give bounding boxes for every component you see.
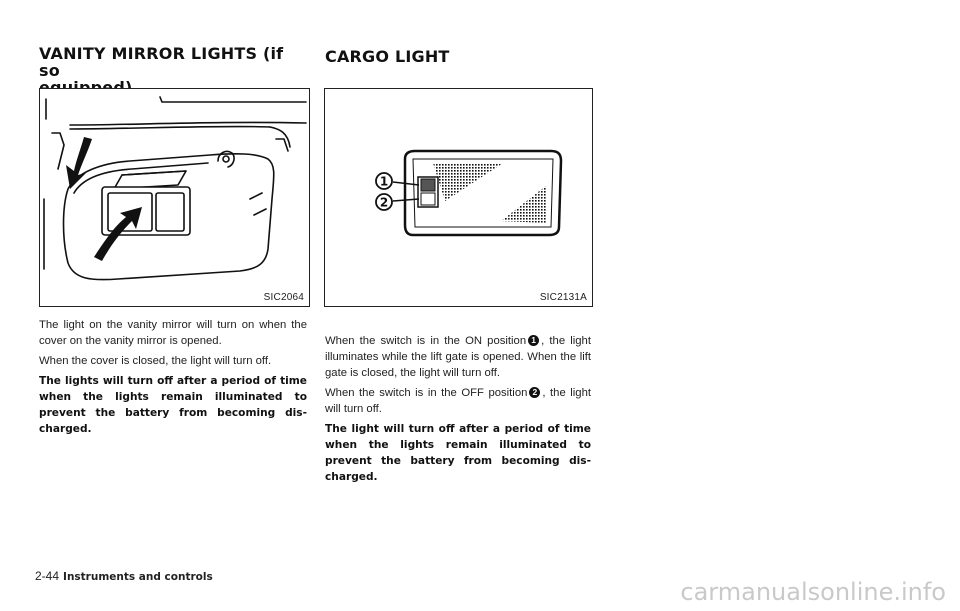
cargo-paragraph-2 <box>325 385 591 417</box>
cargo-warning: The light will turn off after a period of time when the lights remain illuminated to prevent the battery from becoming dis-charged. <box>325 423 591 483</box>
watermark-text: carmanualsonline.info <box>680 578 946 606</box>
vanity-mirror-figure <box>39 88 310 307</box>
vanity-warning: The lights will turn off after a period of time when the lights remain illuminated to prevent the battery from becoming dis-charged. <box>39 375 307 435</box>
callout-1-label: 1 <box>379 174 389 189</box>
inline-callout-2: 2 <box>529 387 540 398</box>
cargo-light-title <box>325 48 591 65</box>
vanity-title-line1: VANITY MIRROR LIGHTS (if so <box>39 44 284 80</box>
cargo-p2-end: , the light will turn off. <box>325 387 591 415</box>
footer-section-name: Instruments and controls <box>63 571 213 583</box>
cargo-title-text: CARGO LIGHT <box>325 47 450 66</box>
cargo-paragraph-1 <box>325 333 591 381</box>
vanity-mirror-body <box>39 317 307 437</box>
cargo-lamp-illustration <box>325 89 592 306</box>
cargo-light-body <box>325 333 591 485</box>
page-footer <box>35 569 213 583</box>
inline-callout-1: 1 <box>528 335 539 346</box>
cargo-p1-end: , the light illuminates while the lift gate is opened. When the lift gate is closed, the light will turn off. <box>325 335 591 379</box>
cargo-light-figure <box>324 88 593 307</box>
callout-2-label: 2 <box>379 195 389 210</box>
figure-code-sic2131a: SIC2131A <box>539 292 587 303</box>
sun-visor-illustration <box>40 89 309 306</box>
page-number: 2-44 <box>35 569 60 583</box>
vanity-paragraph-2: When the cover is closed, the light will turn off. <box>39 355 272 367</box>
cargo-p2-start: When the switch is in the OFF position <box>325 387 528 399</box>
cargo-p1-start: When the switch is in the ON position <box>325 335 527 347</box>
vanity-paragraph-1: The light on the vanity mirror will turn on when the cover on the vanity mirror is opened. <box>39 319 307 347</box>
figure-code-sic2064: SIC2064 <box>263 292 304 303</box>
